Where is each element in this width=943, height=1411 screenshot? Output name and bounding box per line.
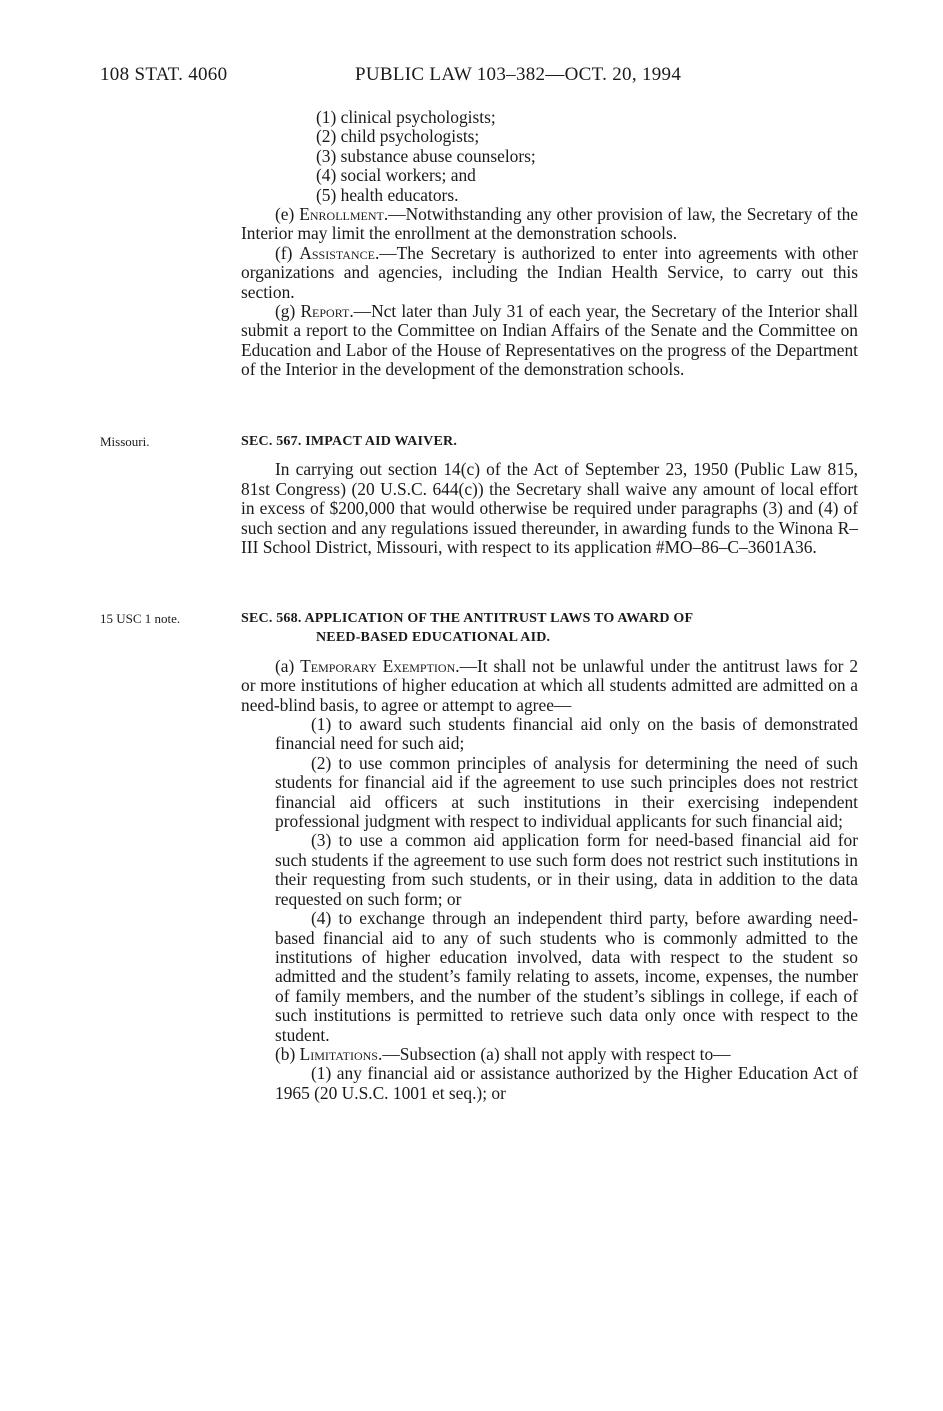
margin-note-usc: 15 USC 1 note. xyxy=(100,611,181,626)
list-item: (5) health educators. xyxy=(316,184,459,205)
list-item: (3) substance abuse counselors; xyxy=(316,145,536,166)
section-567-body: In carrying out section 14(c) of the Act of September 23, 1950 (Public Law 815, 81st Congress) (20 U.S.C. 644(c)) the Secretary shall waive any amount of local effort in excess of $200,000 that would otherwise be required under paragraphs (3) and (4) of such section and any regulations issued thereunder, in awarding funds to the Winona R–III School District, Missouri, with respect to its application #MO–86–C–3601A36. xyxy=(241,459,858,558)
list-item: (3) to use a common aid application form for need-based financial aid for such students if the agreement to use such form does not restrict such institutions in their requesting from such students, or in their using, data in addition to the data requested on such form; or xyxy=(275,830,858,909)
list-item: (1) any financial aid or assistance authorized by the Higher Education Act of 1965 (20 U.S.C. 1001 et seq.); or xyxy=(275,1063,858,1103)
heading-enrollment: Enrollment xyxy=(299,204,384,225)
paragraph-limitations: (b) Limitations.—Subsection (a) shall not apply with respect to— xyxy=(275,1043,731,1064)
running-head-title: PUBLIC LAW 103–382—OCT. 20, 1994 xyxy=(355,64,682,85)
list-item: (4) social workers; and xyxy=(316,165,476,186)
section-568 xyxy=(241,609,858,1103)
list-item: (1) to award such students financial aid only on the basis of demonstrated financial need for such aid; xyxy=(275,714,858,754)
list-item: (1) clinical psychologists; xyxy=(316,107,496,127)
heading-temporary-exemption: Temporary Exemption xyxy=(300,655,456,676)
section-567-title: SEC. 567. IMPACT AID WAIVER. xyxy=(241,434,458,449)
paragraph-enrollment: (e) Enrollment.—Notwithstanding any other provision of law, the Secretary of the Interior may limit the enrollment at the demonstration schools. xyxy=(241,204,858,244)
page-stat-number: 108 STAT. 4060 xyxy=(100,64,228,85)
heading-assistance: Assistance xyxy=(299,242,375,263)
section-566-continuation xyxy=(241,108,858,380)
paragraph-report: (g) Report.—Nct later than July 31 of each year, the Secretary of the Interior shall submit a report to the Committee on Indian Affairs of the Senate and the Committee on Education and Labor of the House of Representatives on the progress of the Department of the Interior in the development of the demonstration schools. xyxy=(241,301,858,380)
heading-limitations: Limitations xyxy=(299,1043,378,1064)
paragraph-temporary-exemption: (a) Temporary Exemption.—It shall not be unlawful under the antitrust laws for 2 or more institutions of higher education at which all students admitted are admitted on a need-blind basis, to agree or attempt to agree— xyxy=(241,655,859,715)
paragraph-assistance: (f) Assistance.—The Secretary is authorized to enter into agreements with other organizations and agencies, including the Indian Health Service, to carry out this section. xyxy=(241,242,858,302)
list-item: (4) to exchange through an independent third party, before awarding need-based financial aid to any of such students who is commonly admitted to the institutions of higher education involved, data with respect to the student so admitted and the student’s family relating to assets, income, expenses, the number of family members, and the number of the student’s siblings in college, if each of such institutions is permitted to retrieve such data only once with respect to the student. xyxy=(275,908,858,1045)
list-item: (2) to use common principles of analysis for determining the need of such students for financial aid if the agreement to use such principles does not restrict financial aid officers at such institutions in their exercising independent professional judgment with respect to individual applicants for such financial aid; xyxy=(275,752,858,832)
margin-note-missouri: Missouri. xyxy=(100,434,150,449)
section-567 xyxy=(241,432,858,557)
list-item: (2) child psychologists; xyxy=(316,126,480,147)
heading-report: Report xyxy=(300,301,350,322)
section-568-title: SEC. 568. APPLICATION OF THE ANTITRUST LAWS TO AWARD OF NEED-BASED EDUCATIONAL AID. xyxy=(241,611,694,646)
